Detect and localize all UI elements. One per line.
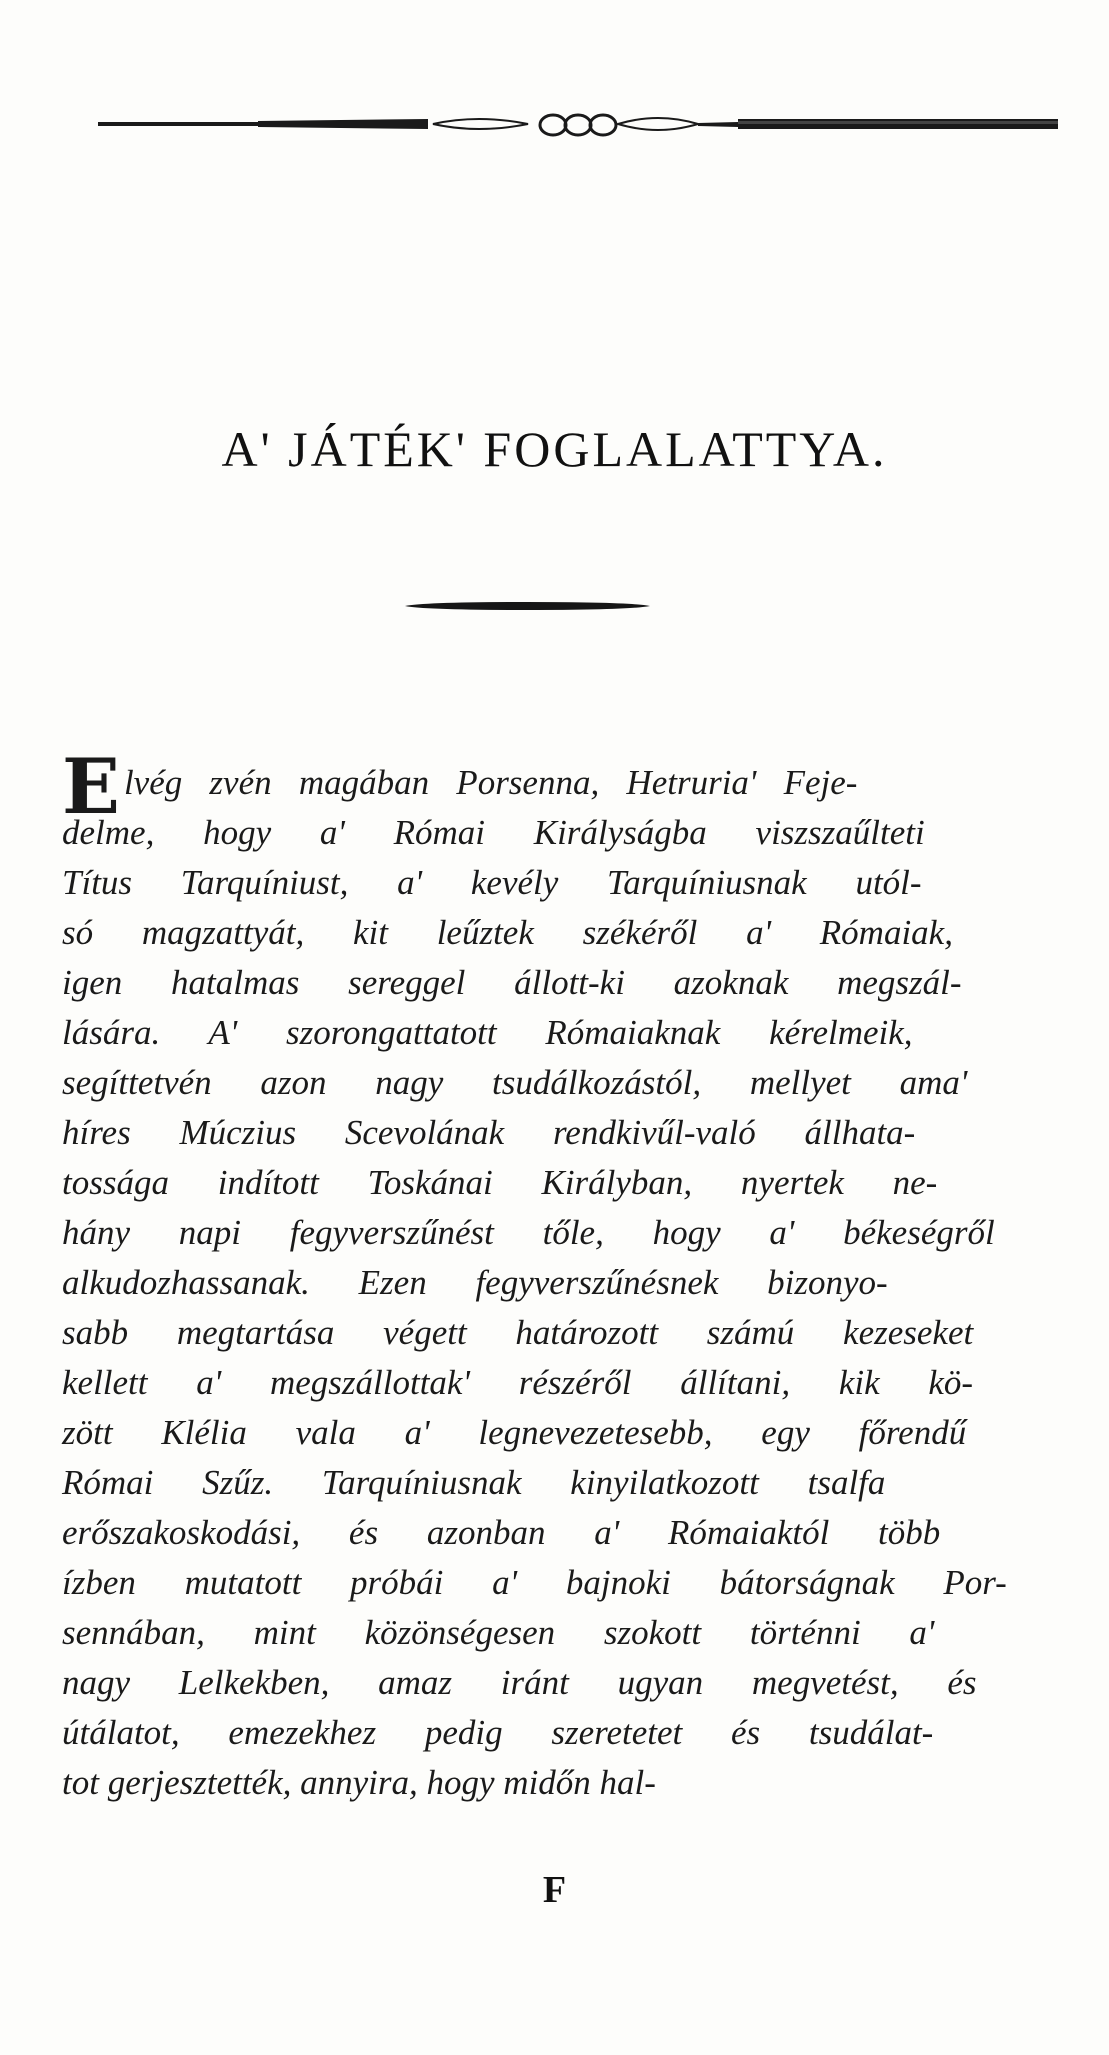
text-line: útálatot, emezekhez pedig szeretetet és tsudálat- <box>62 1713 934 1752</box>
text-line: tossága indított Toskánai Királyban, nyertek ne- <box>62 1163 938 1202</box>
text-line: sennában, mint közönségesen szokott történni a' <box>62 1613 935 1652</box>
chapter-title: A' JÁTÉK' FOGLALATTYA. <box>221 421 888 477</box>
body-paragraph <box>62 742 1042 1808</box>
text-line: lására. A' szorongattatott Rómaiaknak kérelmeik, <box>62 1013 913 1052</box>
text-line: alkudozhassanak. Ezen fegyverszűnésnek bizonyo- <box>62 1263 888 1302</box>
decorative-rule-ornament-icon <box>98 108 1058 142</box>
text-line: ízben mutatott próbái a' bajnoki bátorságnak Por- <box>62 1563 1007 1602</box>
text-line: híres Múczius Scevolának rendkivűl-való állhata- <box>62 1113 916 1152</box>
text-line: delme, hogy a' Római Királyságba viszszaűlteti <box>62 813 925 852</box>
text-line <box>62 742 1042 831</box>
text-line: kellett a' megszállottak' részéről állítani, kik kö- <box>62 1363 974 1402</box>
text-line: sabb megtartása végett határozott számú kezeseket <box>62 1313 974 1352</box>
text-line: nagy Lelkekben, amaz iránt ugyan megvetést, és <box>62 1663 977 1702</box>
text-line: Római Szűz. Tarquíniusnak kinyilatkozott tsalfa <box>62 1463 886 1502</box>
drop-cap: E <box>62 742 120 831</box>
short-horizontal-rule-icon <box>405 600 650 612</box>
text-line: erőszakoskodási, és azonban a' Rómaiaktól több <box>62 1513 941 1552</box>
text-line: hány napi fegyverszűnést tőle, hogy a' békeségről <box>62 1213 995 1252</box>
line-text: lvég zvén magában Porsenna, Hetruria' Feje- <box>123 763 858 802</box>
first-line-wrap <box>62 742 858 831</box>
text-line: tot gerjesztették, annyira, hogy midőn hal- <box>62 1763 656 1802</box>
text-line: igen hatalmas sereggel állott-ki azoknak megszál- <box>62 963 962 1002</box>
text-line: zött Klélia vala a' legnevezetesebb, egy főrendű <box>62 1413 967 1452</box>
text-line: segíttetvén azon nagy tsudálkozástól, mellyet ama' <box>62 1063 968 1102</box>
text-line: Títus Tarquíniust, a' kevély Tarquíniusnak utól- <box>62 863 922 902</box>
signature-mark: F <box>542 1869 567 1911</box>
text-line: só magzattyát, kit leűztek székéről a' Rómaiak, <box>62 913 953 952</box>
